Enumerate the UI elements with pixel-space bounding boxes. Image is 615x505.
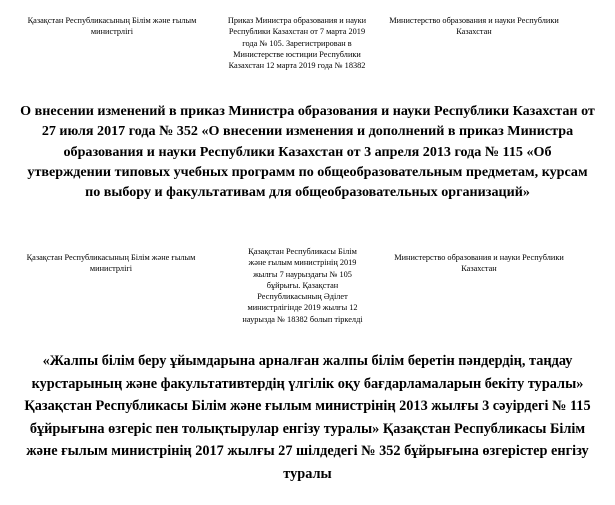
header1-left-ministry-kz: Қазақстан Республикасының Білім және ғылым министрлігі xyxy=(27,16,197,37)
document-title-kz: «Жалпы білім беру ұйымдарына арналған жалпы білім беретін пәндердің, таңдау курстарының және факультативтердің үлгілік оқу бағдарламаларын бекіту туралы» Қазақстан Республикасы Білім және ғылым министрінің 2013 жылғы 3 сәуірдегі № 115 бұйрығына өзгеріс пен толықтырулар енгізу туралы» Қазақстан Республикасы Білім және ғылым министрінің 2017 жылғы 27 шілдедегі № 352 бұйрығына өзгерістер енгізу туралы xyxy=(24,353,591,482)
header1-right-ministry-ru: Министерство образования и науки Республики Казахстан xyxy=(389,16,559,37)
header2-right-ministry-ru: Министерство образования и науки Республики Казахстан xyxy=(394,253,564,274)
header2-left-ministry-kz: Қазақстан Республикасының Білім және ғылым министрлігі xyxy=(26,253,196,274)
document-title-ru: О внесении изменений в приказ Министра образования и науки Республики Казахстан от 27 июля 2017 года № 352 «О внесении изменения и дополнений в приказ Министра образования и науки Республики Казахстан от 3 апреля 2013 года № 115 «Об утверждении типовых учебных программ по общеобразовательным предметам, курсам по выбору и факультативам для общеобразовательных организаций» xyxy=(20,103,595,201)
header1-order-info: Приказ Министра образования и науки Республики Казахстан от 7 марта 2019 года № 105. Зарегистрирован в Министерстве юстиции Республики Казахстан 12 марта 2019 года № 18382 xyxy=(227,16,367,71)
header2-order-info-kz: Қазақстан Республикасы Білім және ғылым министрінің 2019 жылғы 7 наурыздағы № 105 бұйрығы. Қазақстан Республикасының Әділет министрлігінде 2019 жылғы 12 наурызда № 18382 болып тіркелді xyxy=(242,247,363,324)
